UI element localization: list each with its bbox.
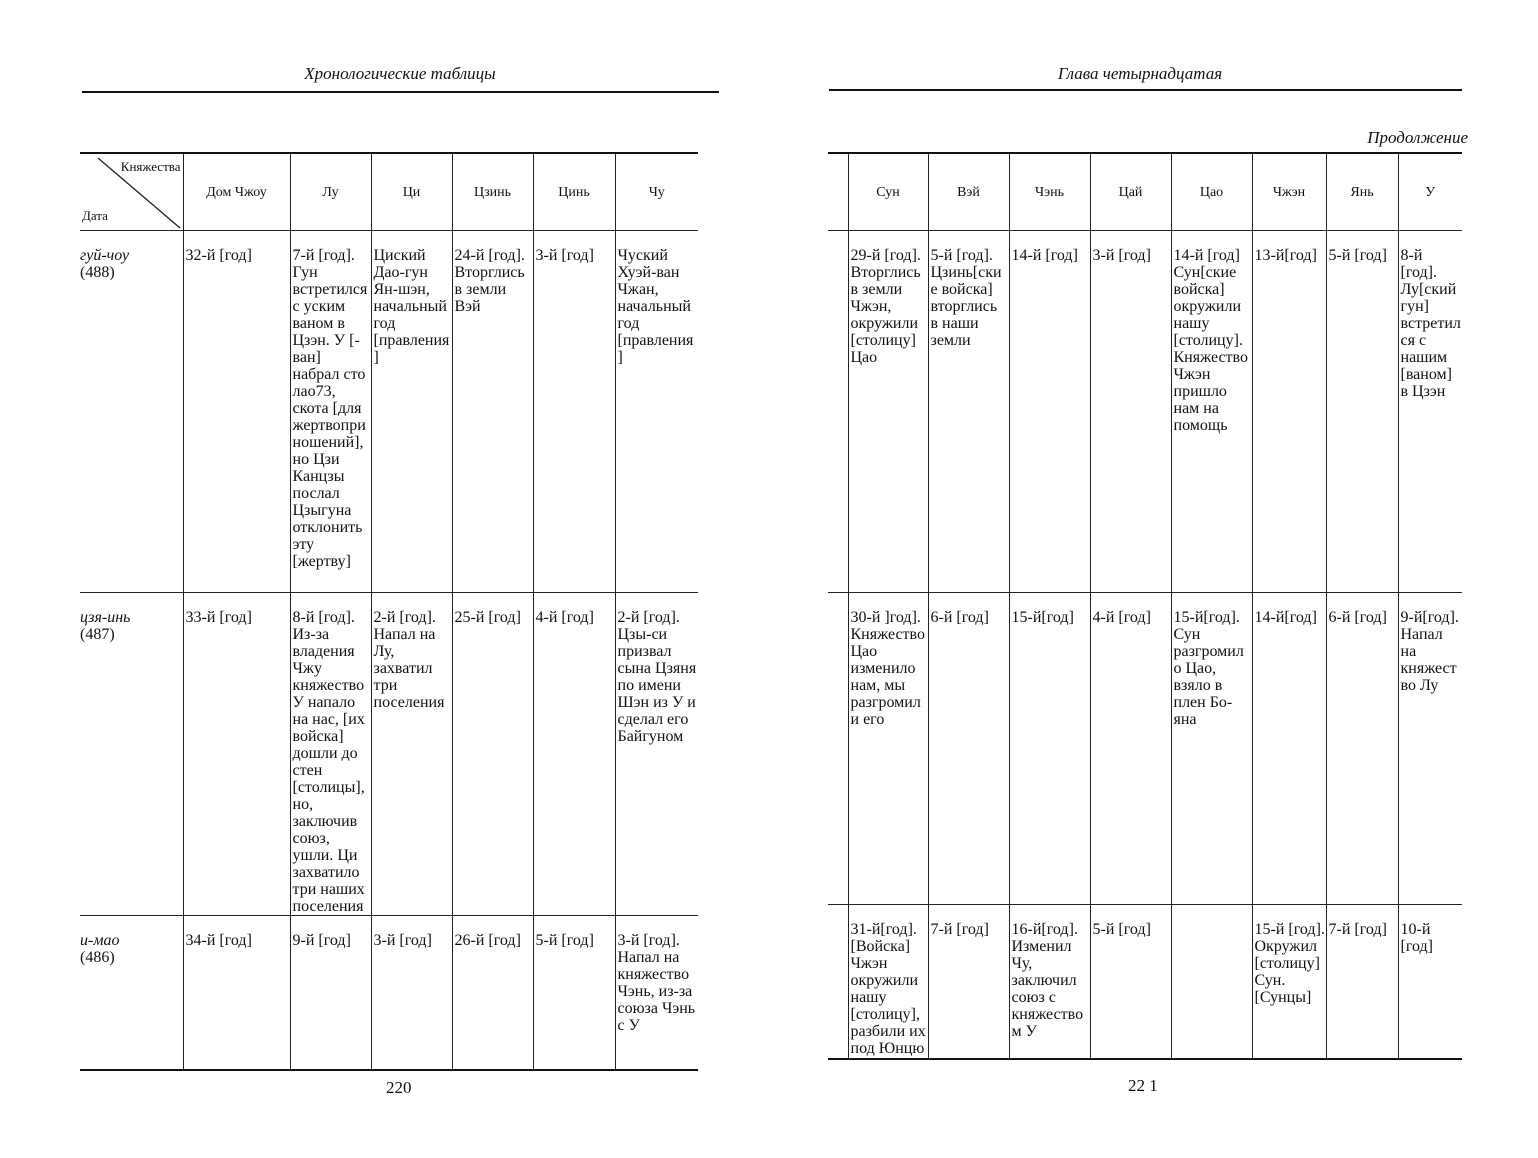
table-row [828, 231, 1462, 593]
table-cell: 9-й[год]. Напал на княжество Лу [1398, 593, 1462, 905]
corner-date-label: Дата [82, 208, 108, 223]
column-header: Янь [1326, 153, 1398, 231]
table-cell: 5-й [год]. Цзинь[ские войска] вторглись в наши земли [928, 231, 1009, 593]
table-cell: 5-й [год] [1326, 231, 1398, 593]
column-header: Лу [290, 153, 371, 231]
left-running-header: Хронологические таблицы [304, 64, 496, 83]
date-name: цзя-инь [80, 609, 131, 626]
table-cell: 13-й[год] [1252, 231, 1326, 593]
table-row [828, 905, 1462, 1059]
table-cell: 3-й [год] [371, 916, 452, 1070]
table-cell: 25-й [год] [452, 593, 533, 916]
table-cell: 32-й [год] [183, 231, 290, 593]
right-chronology-table [828, 152, 1462, 1060]
column-header: Чжэн [1252, 153, 1326, 231]
column-header: Цзинь [452, 153, 533, 231]
column-header: Чу [615, 153, 698, 231]
table-cell: 2-й [год]. Цзы-си призвал сына Цзяня по имени Шэн из У и сделал его Байгуном [615, 593, 698, 916]
table-cell: 3-й [год] [533, 231, 615, 593]
table-cell: 15-й [год]. Окружил [столицу] Сун. [Сунцы] [1252, 905, 1326, 1059]
table-cell: 14-й[год] [1252, 593, 1326, 905]
table-cell: 29-й [год]. Вторглись в земли Чжэн, окружили [столицу] Цао [848, 231, 928, 593]
date-year: (488) [80, 264, 115, 281]
table-cell: 5-й [год] [533, 916, 615, 1070]
table-cell: 33-й [год] [183, 593, 290, 916]
date-year: (486) [80, 949, 115, 966]
column-header: Чэнь [1009, 153, 1090, 231]
column-header: Сун [848, 153, 928, 231]
column-header: Вэй [928, 153, 1009, 231]
table-cell: 34-й [год] [183, 916, 290, 1070]
table-cell: 3-й [год]. Напал на княжество Чэнь, из-за союза Чэнь с У [615, 916, 698, 1070]
table-cell: 3-й [год] [1090, 231, 1171, 593]
table-cell: 6-й [год] [1326, 593, 1398, 905]
column-header: Цай [1090, 153, 1171, 231]
table-cell: 15-й[год] [1009, 593, 1090, 905]
corner-cell [80, 153, 183, 231]
date-cell [80, 916, 183, 1070]
date-name: и-мао [80, 932, 120, 949]
table-cell: 14-й [год] Сун[ские войска] окружили нашу [столицу]. Княжество Чжэн пришло нам на помощь [1171, 231, 1252, 593]
corner-principalities-label: Княжества [120, 159, 181, 174]
spacer-cell [828, 153, 848, 231]
table-cell: 8-й [год]. Лу[ский гун] встретился с нашим [ваном] в Цзэн [1398, 231, 1462, 593]
continuation-label: Продолжение [1367, 128, 1468, 147]
table-cell: 9-й [год] [290, 916, 371, 1070]
date-cell [80, 231, 183, 593]
date-name: гуй-чоу [80, 247, 130, 264]
right-header-row [828, 153, 1462, 231]
right-header-rule [829, 89, 1462, 91]
table-row [80, 916, 698, 1070]
table-cell: 24-й [год]. Вторглись в земли Вэй [452, 231, 533, 593]
table-cell: 5-й [год] [1090, 905, 1171, 1059]
table-cell: Циский Дао-гун Ян-шэн, начальный год [правления] [371, 231, 452, 593]
column-header: Ци [371, 153, 452, 231]
table-cell: 7-й [год] [1326, 905, 1398, 1059]
spacer-cell [828, 593, 848, 905]
table-row [80, 593, 698, 916]
column-header: Цао [1171, 153, 1252, 231]
table-cell: 7-й [год] [928, 905, 1009, 1059]
date-year: (487) [80, 626, 115, 643]
left-header-row [80, 153, 698, 231]
table-cell: 16-й[год]. Изменил Чу, заключил союз с княжеством У [1009, 905, 1090, 1059]
table-cell: 2-й [год]. Напал на Лу, захватил три поселения [371, 593, 452, 916]
spacer-cell [828, 231, 848, 593]
left-page-number: 220 [386, 1078, 412, 1097]
left-header-rule [82, 91, 719, 93]
table-cell: Чуский Хуэй-ван Чжан, начальный год [правления] [615, 231, 698, 593]
right-running-header: Глава четырнадцатая [1057, 64, 1223, 83]
column-header: Дом Чжоу [183, 153, 290, 231]
table-cell: 7-й [год]. Гун встретился с уским ваном в Цзэн. У [-ван] набрал сто лао73, скота [для жертвоприношений], но Цзи Канцзы послал Цзыгуна отклонить эту [жертву] [290, 231, 371, 593]
right-page-number: 22 1 [1128, 1076, 1158, 1095]
table-cell: 6-й [год] [928, 593, 1009, 905]
table-cell: 8-й [год]. Из-за владения Чжу княжество У напало на нас, [их войска] дошли до стен [столицы], но, заключив союз, ушли. Ци захватило три наших поселения [290, 593, 371, 916]
table-cell: 4-й [год] [533, 593, 615, 916]
column-header: Цинь [533, 153, 615, 231]
spacer-cell [828, 905, 848, 1059]
date-cell [80, 593, 183, 916]
table-cell: 14-й [год] [1009, 231, 1090, 593]
left-chronology-table [80, 152, 698, 1071]
table-cell: 26-й [год] [452, 916, 533, 1070]
column-header: У [1398, 153, 1462, 231]
table-cell: 30-й ]год]. Княжество Цао изменило нам, мы разгромили его [848, 593, 928, 905]
table-cell: 31-й[год]. [Войска] Чжэн окружили нашу [столицу], разбили их под Юнцю [848, 905, 928, 1059]
table-cell [1171, 905, 1252, 1059]
table-cell: 10-й [год] [1398, 905, 1462, 1059]
table-cell: 4-й [год] [1090, 593, 1171, 905]
table-row [80, 231, 698, 593]
table-row [828, 593, 1462, 905]
table-cell: 15-й[год]. Сун разгромило Цао, взяло в плен Бо-яна [1171, 593, 1252, 905]
